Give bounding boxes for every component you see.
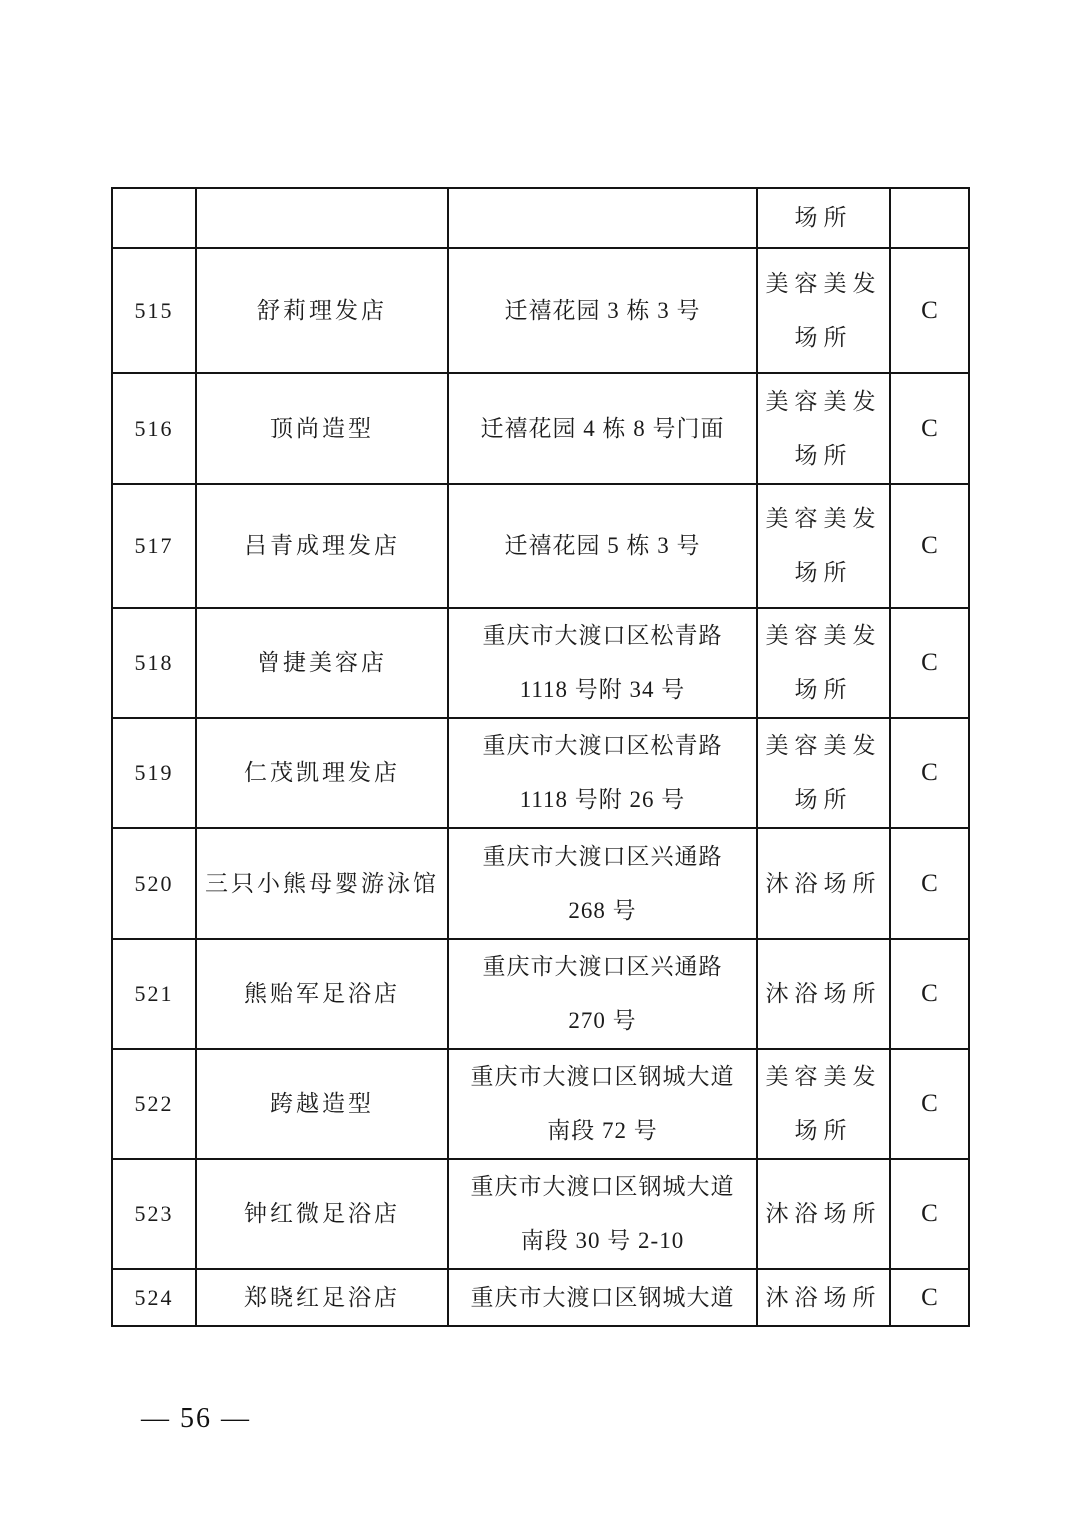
venue-name-cell: 熊贻军足浴店 [196, 939, 448, 1049]
table-row [112, 608, 969, 718]
grade-cell: C [890, 718, 969, 828]
table-row [112, 484, 969, 608]
row-number-cell: 522 [112, 1049, 196, 1159]
row-number-cell: 515 [112, 248, 196, 373]
table-row [112, 1159, 969, 1269]
venue-category-cell: 沐浴场所 [757, 1269, 890, 1326]
row-number-cell: 518 [112, 608, 196, 718]
venue-name-cell: 仁茂凯理发店 [196, 718, 448, 828]
row-number-cell: 517 [112, 484, 196, 608]
venue-name-cell: 曾捷美容店 [196, 608, 448, 718]
venue-name-cell: 吕青成理发店 [196, 484, 448, 608]
table-row [112, 373, 969, 484]
grade-cell: C [890, 484, 969, 608]
venue-name-cell: 顶尚造型 [196, 373, 448, 484]
venue-address-cell: 重庆市大渡口区松青路 1118 号附 26 号 [448, 718, 757, 828]
venue-address-cell: 迁禧花园 3 栋 3 号 [448, 248, 757, 373]
venue-address-cell: 重庆市大渡口区钢城大道 [448, 1269, 757, 1326]
grade-cell [890, 188, 969, 248]
venue-category-cell: 沐浴场所 [757, 1159, 890, 1269]
row-number-cell: 516 [112, 373, 196, 484]
venue-category-cell: 美容美发 场所 [757, 718, 890, 828]
grade-cell: C [890, 373, 969, 484]
venue-name-cell: 钟红微足浴店 [196, 1159, 448, 1269]
table-row [112, 248, 969, 373]
venue-address-cell: 重庆市大渡口区松青路 1118 号附 34 号 [448, 608, 757, 718]
venue-address-cell [448, 188, 757, 248]
venue-name-cell: 郑晓红足浴店 [196, 1269, 448, 1326]
venue-name-cell: 舒莉理发店 [196, 248, 448, 373]
row-number-cell: 524 [112, 1269, 196, 1326]
venue-category-cell: 美容美发 场所 [757, 1049, 890, 1159]
venue-name-cell [196, 188, 448, 248]
table-row [112, 718, 969, 828]
grade-cell: C [890, 608, 969, 718]
venue-category-cell: 场所 [757, 188, 890, 248]
venue-address-cell: 重庆市大渡口区兴通路 268 号 [448, 828, 757, 939]
venue-category-cell: 沐浴场所 [757, 939, 890, 1049]
venue-address-cell: 重庆市大渡口区兴通路 270 号 [448, 939, 757, 1049]
table-row [112, 828, 969, 939]
venue-category-cell: 美容美发 场所 [757, 248, 890, 373]
grade-cell: C [890, 939, 969, 1049]
venue-category-cell: 美容美发 场所 [757, 608, 890, 718]
grade-cell: C [890, 1159, 969, 1269]
venue-category-cell: 美容美发 场所 [757, 373, 890, 484]
table-row [112, 1269, 969, 1326]
venue-table [111, 187, 970, 1327]
venue-category-cell: 沐浴场所 [757, 828, 890, 939]
venue-address-cell: 重庆市大渡口区钢城大道 南段 72 号 [448, 1049, 757, 1159]
page-number: — 56 — [141, 1403, 251, 1434]
venue-category-cell: 美容美发 场所 [757, 484, 890, 608]
table-row-carryover [112, 188, 969, 248]
row-number-cell: 520 [112, 828, 196, 939]
row-number-cell: 521 [112, 939, 196, 1049]
grade-cell: C [890, 248, 969, 373]
table-row [112, 939, 969, 1049]
row-number-cell: 523 [112, 1159, 196, 1269]
venue-name-cell: 跨越造型 [196, 1049, 448, 1159]
venue-name-cell: 三只小熊母婴游泳馆 [196, 828, 448, 939]
grade-cell: C [890, 1049, 969, 1159]
table-row [112, 1049, 969, 1159]
venue-address-cell: 迁禧花园 5 栋 3 号 [448, 484, 757, 608]
grade-cell: C [890, 1269, 969, 1326]
row-number-cell [112, 188, 196, 248]
row-number-cell: 519 [112, 718, 196, 828]
venue-address-cell: 重庆市大渡口区钢城大道 南段 30 号 2-10 [448, 1159, 757, 1269]
grade-cell: C [890, 828, 969, 939]
venue-address-cell: 迁禧花园 4 栋 8 号门面 [448, 373, 757, 484]
